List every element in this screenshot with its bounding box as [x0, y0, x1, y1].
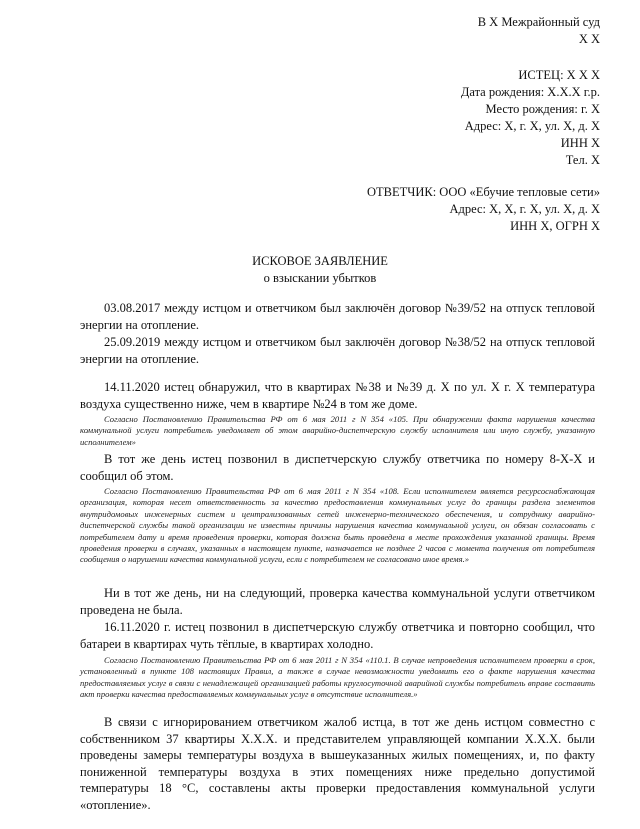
paragraph-first-call: В тот же день истец позвонил в диспетчерскую службу ответчика по номеру 8-Х-Х и сообщил об этом.	[80, 452, 595, 483]
plaintiff-birth-date: Дата рождения: Х.Х.Х г.р.	[460, 85, 600, 99]
court-name: В Х Межрайонный суд	[477, 15, 600, 29]
plaintiff-phone: Тел. Х	[565, 153, 600, 167]
plaintiff-address: Адрес: Х, г. Х, ул. Х, д. Х	[464, 119, 600, 133]
defendant-ids: ИНН Х, ОГРН Х	[510, 219, 600, 233]
paragraph-contract-1: 03.08.2017 между истцом и ответчиком был заключён договор №39/52 на отпуск тепловой энергии на отопление.	[80, 301, 595, 332]
legal-citation-108: Согласно Постановлению Правительства РФ от 6 мая 2011 г N 354 «108. Если исполнителем является ресурсоснабжающая организация, которая несет ответственность за качество предоставления коммунальных услуг до границы раздела элементов внутридомовых инженерных систем и централизованных сетей инженерно-технического обеспечения, и сотруднику аварийно-диспетчерской службы такой организации не известны причины нарушения качества коммунальной услуги, он обязан согласовать с потребителем дату и время проведения проверки, которая должна быть проведена в месте прохождения указанной границы. Время проведения проверки в случаях, указанных в настоящем пункте, назначается не позднее 2 часов с момента получения от потребителя сообщения о нарушении качества коммунальной услуги, если с потребителем не согласовано иное время.»	[80, 486, 595, 565]
document-subtitle: о взыскании убытков	[263, 271, 377, 285]
defendant-name: ОТВЕТЧИК: ООО «Ебучие тепловые сети»	[366, 185, 600, 199]
legal-citation-105: Согласно Постановлению Правительства РФ от 6 мая 2011 г N 354 «105. При обнаружении факта нарушения качества коммунальной услуги потребитель уведомляет об этом аварийно-диспетчерскую службу исполнителя или иную службу, указанную исполнителем»	[80, 414, 595, 447]
paragraph-discovery: 14.11.2020 истец обнаружил, что в квартирах №38 и №39 д. Х по ул. Х г. Х температура воздуха существенно ниже, чем в квартире №24 в том же доме.	[80, 380, 595, 411]
legal-citation-110-1: Согласно Постановлению Правительства РФ от 6 мая 2011 г N 354 «110.1. В случае непроведения исполнителем проверки в срок, установленный в пункте 108 настоящих Правил, а также в случае невозможности уведомить его о факте нарушения качества предоставляемых услуг в связи с ненадлежащей организацией работы круглосуточной аварийной службы потребитель вправе составить акт проверки качества предоставляемых коммунальных услуг в отсутствие исполнителя.»	[80, 655, 595, 700]
document-title: ИСКОВОЕ ЗАЯВЛЕНИЕ	[252, 254, 388, 268]
defendant-address: Адрес: Х, Х, г. Х, ул. Х, д. Х	[449, 202, 600, 216]
plaintiff-inn: ИНН Х	[560, 136, 600, 150]
paragraph-contract-2: 25.09.2019 между истцом и ответчиком был заключён договор №38/52 на отпуск тепловой энергии на отопление.	[80, 335, 595, 366]
paragraph-measurements: В связи с игнорированием ответчиком жалоб истца, в тот же день истцом совместно с собственником 37 квартиры Х.Х.Х. и представителем управляющей компании Х.Х.Х. были проведены замеры температуры воздуха в вышеуказанных жилых помещениях, и, по факту пониженной температуры воздуха в этих помещениях ниже предельно допустимой температуры 18 °С, составлены акты проверки предоставления коммунальной услуги «отопление».	[80, 715, 595, 812]
paragraph-second-call: 16.11.2020 г. истец позвонил в диспетчерскую службу ответчика и повторно сообщил, что батареи в квартирах чуть тёплые, в квартирах холодно.	[80, 620, 595, 651]
plaintiff-birth-place: Место рождения: г. Х	[485, 102, 600, 116]
plaintiff-name: ИСТЕЦ: Х Х Х	[518, 68, 600, 82]
paragraph-no-inspection: Ни в тот же день, ни на следующий, проверка качества коммунальной услуги ответчиком проведена не была.	[80, 586, 595, 617]
court-city: Х Х	[578, 32, 600, 46]
